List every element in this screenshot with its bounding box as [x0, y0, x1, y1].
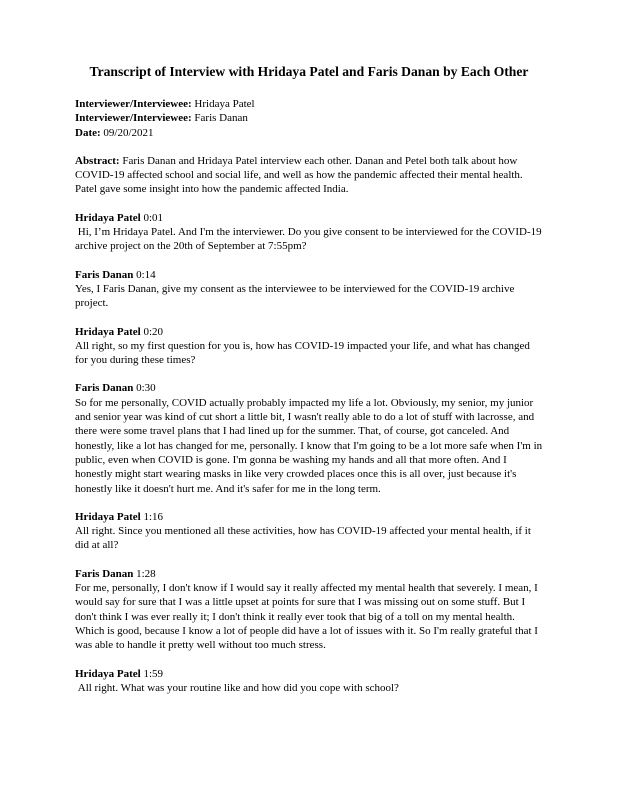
- speech-text: All right. Since you mentioned all these activities, how has COVID-19 affected your mental health, if it did at all?: [75, 525, 534, 552]
- meta-label: Interviewer/Interviewee:: [75, 98, 192, 110]
- speech-text: Hi, I’m Hridaya Patel. And I'm the interviewer. Do you give consent to be interviewed for the COVID-19 archive project on the 20th of September at 7:55pm?: [75, 226, 545, 253]
- speaker-line: [75, 325, 543, 339]
- transcript-turn: [75, 325, 543, 368]
- speaker-name: Faris Danan: [75, 382, 134, 395]
- speaker-line: [75, 211, 543, 225]
- speaker-line: [75, 268, 543, 282]
- transcript-turn: [75, 211, 543, 254]
- transcript-turn: [75, 510, 543, 553]
- speaker-name: Faris Danan: [75, 268, 134, 281]
- speech-text: For me, personally, I don't know if I would say it really affected my mental health that severely. I mean, I would say for sure that I was a little upset at points for sure that I was missing out on some stuff. But I don't think I was ever really it; I don't think it really ever took that big of a toll on my mental health. Which is good, because I know a lot of people did have a lot of issues with it. So I'm really grateful that I was able to handle it pretty well without too much stress.: [75, 582, 541, 652]
- timestamp: 1:28: [136, 567, 156, 580]
- meta-value: 09/20/2021: [103, 126, 154, 139]
- speech-text: All right. What was your routine like and how did you cope with school?: [75, 681, 399, 694]
- abstract: [75, 154, 543, 197]
- speaker-name: Hridaya Patel: [75, 667, 141, 680]
- abstract-text: Faris Danan and Hridaya Patel interview each other. Danan and Petel both talk about how COVID-19 affected school and social life, and well as how the pandemic affected their mental health. Patel gave some insight into how the pandemic affected India.: [75, 154, 523, 196]
- speaker-name: Faris Danan: [75, 567, 134, 580]
- meta-label: Date:: [75, 126, 101, 139]
- speaker-line: [75, 667, 543, 681]
- speech-text: So for me personally, COVID actually probably impacted my life a lot. Obviously, my senior, my junior and senior year was kind of cut short a little bit, I wasn't really able to do a lot of stuff with lacrosse, and there were some travel plans that I had lined up for the summer. That, of course, got canceled. And honestly, like a lot has changed for me, personally. I know that I'm going to be a lot more safe when I'm in public, even when COVID is gone. I'm gonna be washing my hands and all that more often. And I honestly might start wearing masks in like very crowded places once this is all over, just because it's honestly like it doesn't hurt me. And it's safer for me in the long term.: [75, 396, 545, 495]
- transcript-turn: [75, 381, 543, 495]
- timestamp: 1:59: [143, 667, 163, 680]
- timestamp: 1:16: [143, 510, 163, 523]
- metadata-block: [75, 97, 543, 140]
- transcript-turn: [75, 667, 543, 696]
- page-title: Transcript of Interview with Hridaya Patel and Faris Danan by Each Other: [89, 64, 529, 79]
- speech-text: All right, so my first question for you is, how has COVID-19 impacted your life, and what has changed for you during these times?: [75, 339, 533, 367]
- timestamp: 0:30: [136, 382, 156, 395]
- meta-line-date: [75, 126, 543, 140]
- meta-value: Hridaya Patel: [194, 98, 255, 110]
- speaker-name: Hridaya Patel: [75, 211, 141, 224]
- meta-line-interviewee-1: [75, 97, 543, 111]
- speaker-line: [75, 381, 543, 395]
- timestamp: 0:14: [136, 268, 156, 281]
- transcript-turn: [75, 567, 543, 653]
- timestamp: 0:20: [143, 325, 163, 338]
- meta-line-interviewee-2: [75, 111, 543, 125]
- speech-text: Yes, I Faris Danan, give my consent as the interviewee to be interviewed for the COVID-19 archive project.: [75, 282, 518, 310]
- speaker-line: [75, 567, 543, 581]
- speaker-name: Hridaya Patel: [75, 510, 141, 523]
- meta-value: Faris Danan: [194, 112, 248, 125]
- transcript-turn: [75, 268, 543, 311]
- speaker-name: Hridaya Patel: [75, 325, 141, 338]
- speaker-line: [75, 510, 543, 524]
- abstract-label: Abstract:: [75, 154, 120, 167]
- meta-label: Interviewer/Interviewee:: [75, 112, 192, 125]
- timestamp: 0:01: [143, 211, 163, 224]
